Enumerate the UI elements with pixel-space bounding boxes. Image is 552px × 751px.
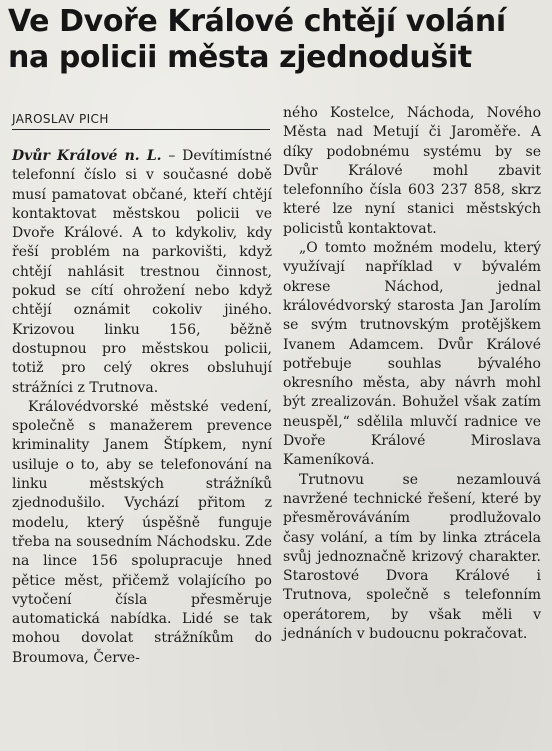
article-paragraph: Královédvorské městské vedení, společně s manažerem prevence kriminality Janem Štípkem, nyní usiluje o to, aby se telefonování na linku městských strážníků zjednodušilo. Vychází přitom z modelu, který úspěšně funguje třeba na sousedním Náchodsku. Zde na lince 156 spolupracuje hned pětice měst, přičemž volajícího po vytočení čísla přesměruje automatická nabídka. Lidé se tak mohou dovolat strážníkům do Broumova, Červe- [12, 398, 272, 666]
article-column-2 [283, 104, 541, 644]
paragraph-text: – Devítimístné telefonní číslo si v současné době musí pamatovat občané, kteří chtějí kontaktovat městskou policii ve Dvoře Králové. A to kdykoliv, kdy řeší problém na parkovišti, když chtějí nahlásit trestnou činnost, pokud se cítí ohrožení nebo když chtějí oznámit cokoliv jiného. Krizovou linku 156, běžně dostupnou pro městskou policii, totiž pro celý okres obsluhují strážníci z Trutnova. [12, 148, 273, 396]
article-paragraph [12, 147, 272, 398]
article-dateline: Dvůr Králové n. L. [12, 148, 162, 164]
article-paragraph: „O tomto možném modelu, který využívají například v bývalém okrese Náchod, jednal královédvorský starosta Jan Jarolím se svým trutnovským protějškem Ivanem Adamcem. Dvůr Králové potřebuje souhlas bývalého okresního města, aby návrh mohl být zrealizován. Bohužel však zatím neuspěl,“ sdělila mluvčí radnice ve Dvoře Králové Miroslava Kameníková. [283, 240, 541, 469]
article-paragraph: Trutnovu se nezamlouvá navržené technické řešení, které by přesměrováváním prodlužovalo časy volání, a tím by linka ztrácela svůj jednoznačně krizový charakter. Starostové Dvora Králové i Trutnova, společně s telefonním operátorem, by však měli v jednáních v budoucnu pokračovat. [283, 471, 541, 643]
article-author: JAROSLAV PICH [12, 112, 270, 130]
article-paragraph: ného Kostelce, Náchoda, Nového Města nad Metují či Jaroměře. A díky podobnému systému by se Dvůr Králové mohl zbavit telefonního čísla 603 237 858, skrz které lze nyní stanici městských policistů kontaktovat. [283, 105, 541, 237]
article-column-1 [12, 147, 272, 668]
article-headline: Ve Dvoře Králové chtějí volání na policii města zjednodušit [8, 4, 506, 75]
